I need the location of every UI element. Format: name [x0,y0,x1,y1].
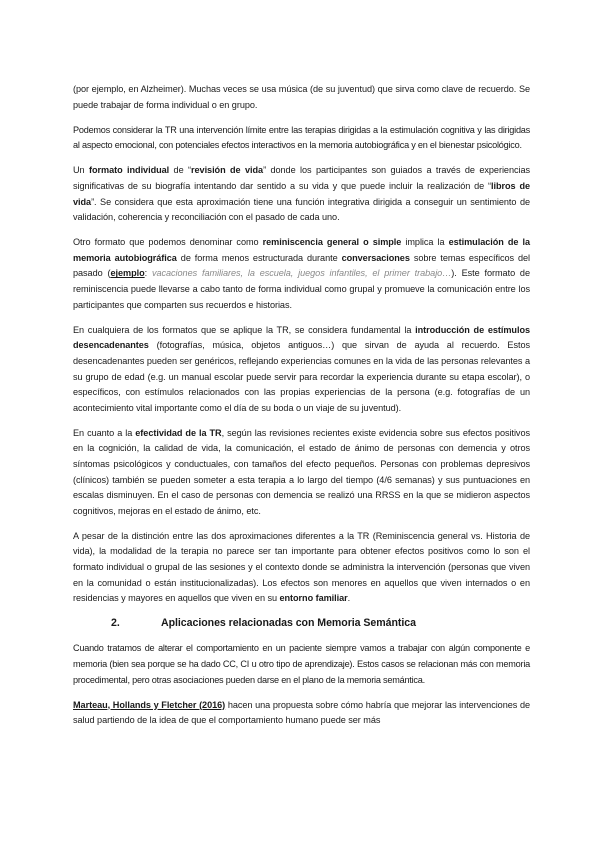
section-heading [73,616,530,631]
bold-general-reminiscence: reminiscencia general o simple [262,237,402,248]
bold-life-review: revisión de vida [191,165,264,176]
paragraph-alzheimer-music: (por ejemplo, en Alzheimer). Muchas veces se usa música (de su juventud) que sirva como clave de recuerdo. Se puede trabajar de forma individual o en grupo. [73,84,530,110]
bold-life-books: libros de vida [73,180,530,207]
paragraph-triggering-stimuli: En cualquiera de los formatos que se aplique la TR, se considera fundamental la introducción de estímulos desencadenantes (fotografías, música, objetos antiguos…) que sirvan de ayuda al recuerdo. Estos desencadenantes pueden ser genéricos, reflejando experiencias comunes en la vida de las personas relevantes a su grupo de edad (e.g. un manual escolar puede servir para recordar la experiencia durante su etapa escolar), o específicos, con estímulos relacionados con las propias experiencias de la persona (e.g. fotografías de un acontecimiento vital importante como el día de su boda o un viaje de su juventud). [73,324,530,413]
paragraph-tr-intervention: Podemos considerar la TR una intervención límite entre las terapias dirigidas a la estimulación cognitiva y las dirigidas al aspecto emocional, con potenciales efectos interactivos en la memoria autobiográfica y en el bienestar psicológico. [73,124,530,151]
bold-memory-stimulation: estimulación de la memoria autobiográfica [73,237,530,263]
italic-example-topics: vacaciones familiares, la escuela, juegos infantiles, el primer trabajo… [151,268,452,279]
section-number: 2. [111,617,120,630]
bold-family-environment: entorno familiar [279,593,348,604]
paragraph-general-reminiscence: Otro formato que podemos denominar como reminiscencia general o simple implica la estimulación de la memoria autobiográfica de forma menos estructurada durante conversaciones sobre temas específicos del pasado (ejemplo: vacaciones familiares, la escuela, juegos infantiles, el primer trabajo…). Este formato de reminiscencia puede llevarse a cabo tanto de forma individual como grupal y promueve la comunicación entre los participantes que comparten sus recuerdos e historias. [73,237,530,310]
bold-example: ejemplo [110,268,145,279]
paragraph-marteau: Marteau, Hollands y Fletcher (2016) hacen una propuesta sobre cómo habría que mejorar las intervenciones de salud partiendo de la idea de que el comportamiento humano puede ser más [73,699,530,726]
bold-tr-effectiveness: efectividad de la TR [135,427,222,438]
bold-triggering-stimuli: introducción de estímulos desencadenantes [73,324,530,351]
bold-individual-format: formato individual [89,165,170,176]
section-title: Aplicaciones relacionadas con Memoria Semántica [161,617,416,630]
paragraph-approaches-comparison: A pesar de la distinción entre las dos aproximaciones diferentes a la TR (Reminiscencia general vs. Historia de vida), la modalidad de la terapia no parece ser tan importante para obtener efectos positivos como lo son el formato individual o grupal de las sesiones y el contexto donde se administra la intervención (personas que viven en la comunidad o están institucionalizadas). Los efectos son menores en aquellos que viven internados o en residencias y mayores en aquellos que viven en su entorno familiar. [73,530,530,604]
citation-marteau: Marteau, Hollands y Fletcher (2016) [73,699,226,710]
bold-conversations: conversaciones [341,252,410,263]
paragraph-life-review: Un formato individual de “revisión de vida” donde los participantes son guiados a través de experiencias significativas de su biografía intentando dar sentido a su vida y que puede incluir la realización de “libros de vida”. Se considera que esta aproximación tiene una función integrativa dirigida a conseguir un sentimiento de validación, coherencia y reconciliación con el pasado de cada uno. [73,165,530,223]
paragraph-tr-effectiveness: En cuanto a la efectividad de la TR, según las revisiones recientes existe evidencia sobre sus efectos positivos en la cognición, la calidad de vida, la comunicación, el estado de ánimo de personas con demencia y otros síntomas psicológicos y conductuales, con tamaños del efecto pequeños. Personas con problemas depresivos (clínicos) también se pueden someter a esta terapia a lo largo del tiempo (4/6 semanas) y sus puntuaciones en escalas disminuyen. En el caso de personas con demencia se realizó una RRSS en la que se midieron aspectos cognitivos, mejoras en el estado de ánimo, etc. [73,427,530,516]
paragraph-behavior-memory: Cuando tratamos de alterar el comportamiento en un paciente siempre vamos a trabajar con algún componente e memoria (bien sea porque se ha dado CC, CI u otro tipo de aprendizaje). Estos casos se relacionan más con memoria procedimental, pero otras asociaciones pueden darse en el plano de la memoria semántica. [73,643,530,685]
